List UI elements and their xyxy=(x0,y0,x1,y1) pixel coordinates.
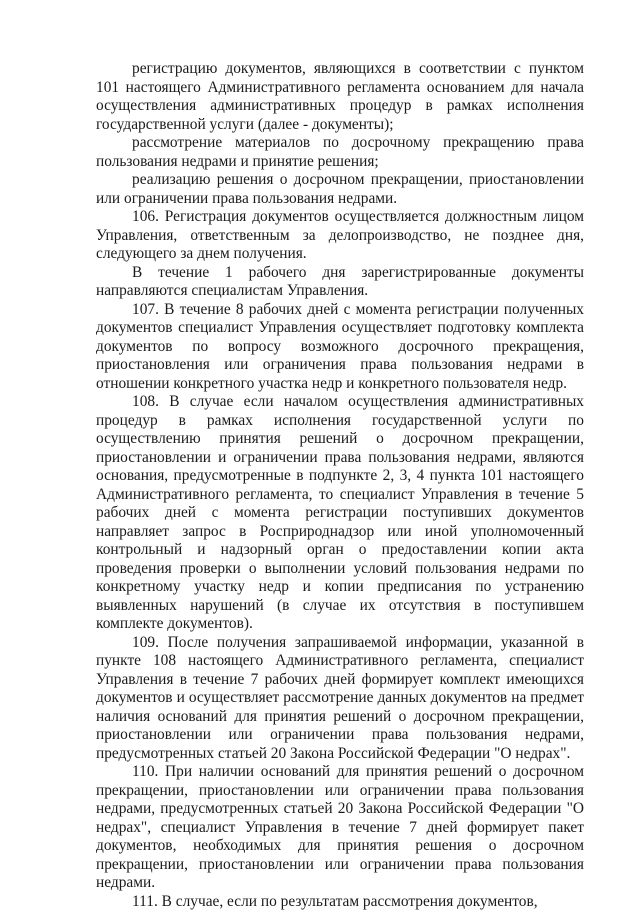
paragraph-110: 110. При наличии оснований для принятия решений о досрочном прекращении, приостановлении или ограничении права пользования недрами, предусмотренных статьей 20 Закона Российской Федерации "О недрах", специалист Управления в течение 7 дней формирует пакет документов, необходимых для принятия решения о досрочном прекращении, приостановлении или ограничении права пользования недрами. xyxy=(96,763,584,893)
paragraph-109: 109. После получения запрашиваемой информации, указанной в пункте 108 настоящего Административного регламента, специалист Управления в течение 7 рабочих дней формирует комплект имеющихся документов и осуществляет рассмотрение данных документов на предмет наличия оснований для принятия решений о досрочном прекращении, приостановлении или ограничении права пользования недрами, предусмотренных статьей 20 Закона Российской Федерации "О недрах". xyxy=(96,634,584,764)
paragraph-108: 108. В случае если началом осуществления административных процедур в рамках исполнения государственной услуги по осуществлению принятия решений о досрочном прекращении, приостановлении и ограничении права пользования недрами, являются основания, предусмотренные в подпункте 2, 3, 4 пункта 101 настоящего Административного регламента, то специалист Управления в течение 5 рабочих дней с момента регистрации поступивших документов направляет запрос в Росприроднадзор или иной уполномоченный контрольный и надзорный орган о предоставлении копии акта проведения проверки о выполнении условий пользования недрами по конкретному участку недр и копии предписания по устранению выявленных нарушений (в случае их отсутствия в поступившем комплекте документов). xyxy=(96,393,584,634)
paragraph-107: 107. В течение 8 рабочих дней с момента регистрации полученных документов специалист Управления осуществляет подготовку комплекта документов по вопросу возможного досрочного прекращения, приостановления или ограничения права пользования недрами в отношении конкретного участка недр и конкретного пользователя недр. xyxy=(96,301,584,394)
paragraph-106: 106. Регистрация документов осуществляется должностным лицом Управления, ответственным за делопроизводство, не позднее дня, следующего за днем получения. xyxy=(96,208,584,264)
document-page xyxy=(96,60,584,911)
paragraph-106-forwarding: В течение 1 рабочего дня зарегистрированные документы направляются специалистам Управления. xyxy=(96,264,584,301)
paragraph-materials-review: рассмотрение материалов по досрочному прекращению права пользования недрами и принятие решения; xyxy=(96,134,584,171)
paragraph-111: 111. В случае, если по результатам рассмотрения документов, xyxy=(96,893,584,911)
paragraph-document-registration: регистрацию документов, являющихся в соответствии с пунктом 101 настоящего Административного регламента основанием для начала осуществления административных процедур в рамках исполнения государственной услуги (далее - документы); xyxy=(96,60,584,134)
paragraph-decision-implementation: реализацию решения о досрочном прекращении, приостановлении или ограничении права пользования недрами. xyxy=(96,171,584,208)
